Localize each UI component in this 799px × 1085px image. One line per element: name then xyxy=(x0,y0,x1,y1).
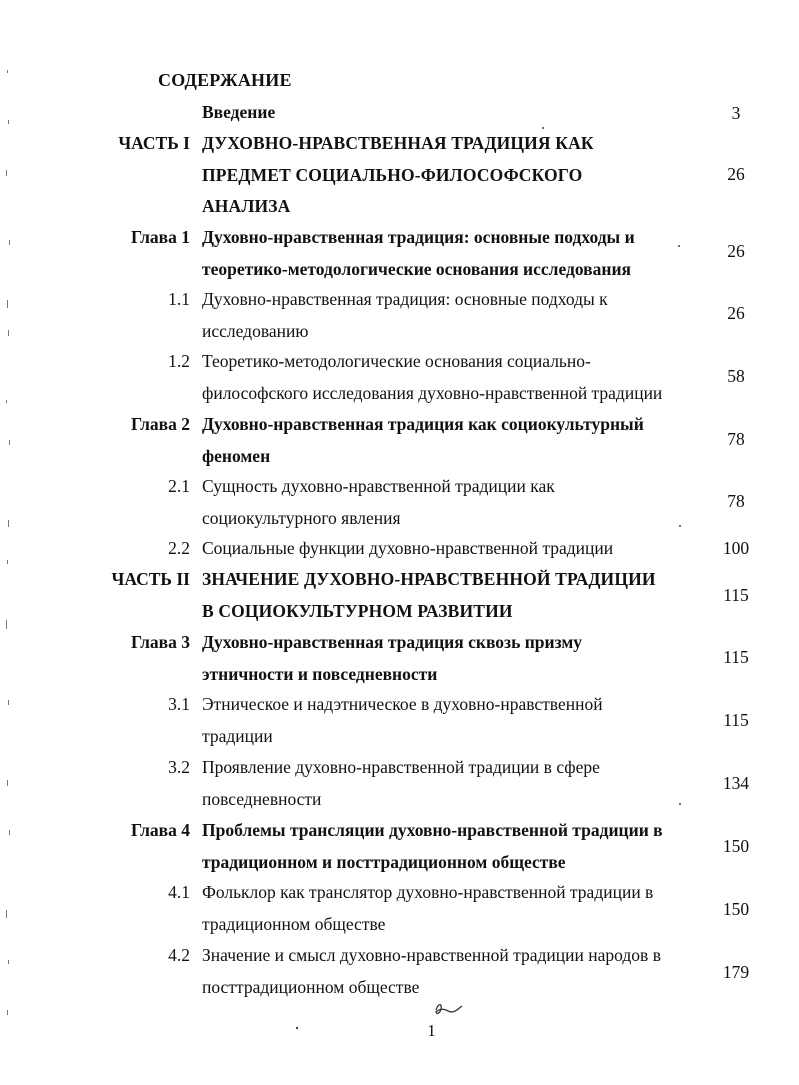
speck xyxy=(679,803,681,805)
toc-line: традиции xyxy=(202,725,273,746)
toc-line: ЗНАЧЕНИЕ ДУХОВНО-НРАВСТВЕННОЙ ТРАДИЦИИ xyxy=(202,569,656,589)
toc-page-number: 26 xyxy=(727,241,745,261)
speck xyxy=(679,525,681,527)
toc-entry-label: 4.1 xyxy=(168,882,190,902)
toc-line: Проявление духовно-нравственной традиции в сфере xyxy=(202,757,600,777)
toc-line: Фольклор как транслятор духовно-нравственной традиции в xyxy=(202,882,654,902)
toc-entry-label: 3.2 xyxy=(168,757,190,777)
toc-line: Духовно-нравственная традиция: основные подходы к xyxy=(202,289,608,309)
toc-line: Значение и смысл духовно-нравственной традиции народов в xyxy=(202,945,661,965)
toc-entry-label: ЧАСТЬ II xyxy=(111,569,190,589)
toc-line: Теоретико-методологические основания социально- xyxy=(202,351,591,371)
toc-entry-label: Глава 1 xyxy=(130,227,190,247)
toc-page-number: 78 xyxy=(727,429,745,449)
toc-line: традиционном и посттрадиционном обществе xyxy=(202,851,566,872)
toc-line: Сущность духовно-нравственной традиции как xyxy=(202,476,555,496)
toc-line: философского исследования духовно-нравственной традиции xyxy=(202,382,663,403)
toc-line: Духовно-нравственная традиция как социокультурный xyxy=(202,414,644,434)
toc-page-number: 78 xyxy=(727,491,745,511)
toc-line: этничности и повседневности xyxy=(202,663,438,684)
toc-page-number: 134 xyxy=(722,773,750,793)
handwritten-mark-icon xyxy=(436,1005,462,1014)
toc-line: В СОЦИОКУЛЬТУРНОМ РАЗВИТИИ xyxy=(202,600,513,621)
toc-page-number: 26 xyxy=(727,303,745,323)
toc-entry-label: Глава 4 xyxy=(130,820,190,840)
toc-line: Духовно-нравственная традиция: основные подходы и xyxy=(202,227,635,247)
toc-entry-label: 2.1 xyxy=(168,476,190,496)
margin-specks xyxy=(6,70,10,1015)
toc-title: СОДЕРЖАНИЕ xyxy=(158,70,292,90)
toc-line: посттрадиционном обществе xyxy=(202,976,420,997)
toc-page-number: 150 xyxy=(722,836,750,856)
toc-entry-text: Введение xyxy=(202,102,276,122)
speck xyxy=(542,127,544,129)
toc-entry-label: 1.1 xyxy=(168,289,190,309)
page-number: 1 xyxy=(427,1021,436,1040)
toc-entry-label: ЧАСТЬ I xyxy=(118,133,190,153)
toc-line: исследованию xyxy=(202,320,309,341)
toc-entry-label: 3.1 xyxy=(168,694,190,714)
toc-entry-label: 2.2 xyxy=(168,538,190,558)
toc-page-number: 150 xyxy=(722,899,750,919)
toc-page-number: 58 xyxy=(727,366,745,386)
toc-line: ДУХОВНО-НРАВСТВЕННАЯ ТРАДИЦИЯ КАК xyxy=(202,133,594,153)
toc-line: теоретико-методологические основания исследования xyxy=(202,258,632,279)
toc-line: Проблемы трансляции духовно-нравственной традиции в xyxy=(202,820,663,840)
toc-entry-text: Социальные функции духовно-нравственной традиции xyxy=(202,538,614,558)
toc-page-number: 100 xyxy=(722,538,750,558)
toc-page-number: 115 xyxy=(723,710,749,730)
toc-line: Духовно-нравственная традиция сквозь призму xyxy=(202,632,583,652)
toc-line: повседневности xyxy=(202,788,322,809)
toc-entry-label: Глава 2 xyxy=(130,414,190,434)
toc-line: феномен xyxy=(202,445,271,466)
toc-page-number: 26 xyxy=(727,164,745,184)
toc-line: Этническое и надэтническое в духовно-нравственной xyxy=(202,694,603,714)
toc-page-number: 115 xyxy=(723,585,749,605)
toc-line: АНАЛИЗА xyxy=(202,196,291,216)
toc-page-number: 179 xyxy=(722,962,750,982)
toc-line: социокультурного явления xyxy=(202,507,401,528)
toc-entry-label: 4.2 xyxy=(168,945,190,965)
speck xyxy=(678,245,680,247)
toc-line: ПРЕДМЕТ СОЦИАЛЬНО-ФИЛОСОФСКОГО xyxy=(202,164,583,185)
toc-page-number: 115 xyxy=(723,647,749,667)
toc-entry-label: Глава 3 xyxy=(130,632,190,652)
toc-line: традиционном обществе xyxy=(202,913,386,934)
toc-page-number: 3 xyxy=(731,103,741,123)
toc-entry-label: 1.2 xyxy=(168,351,190,371)
